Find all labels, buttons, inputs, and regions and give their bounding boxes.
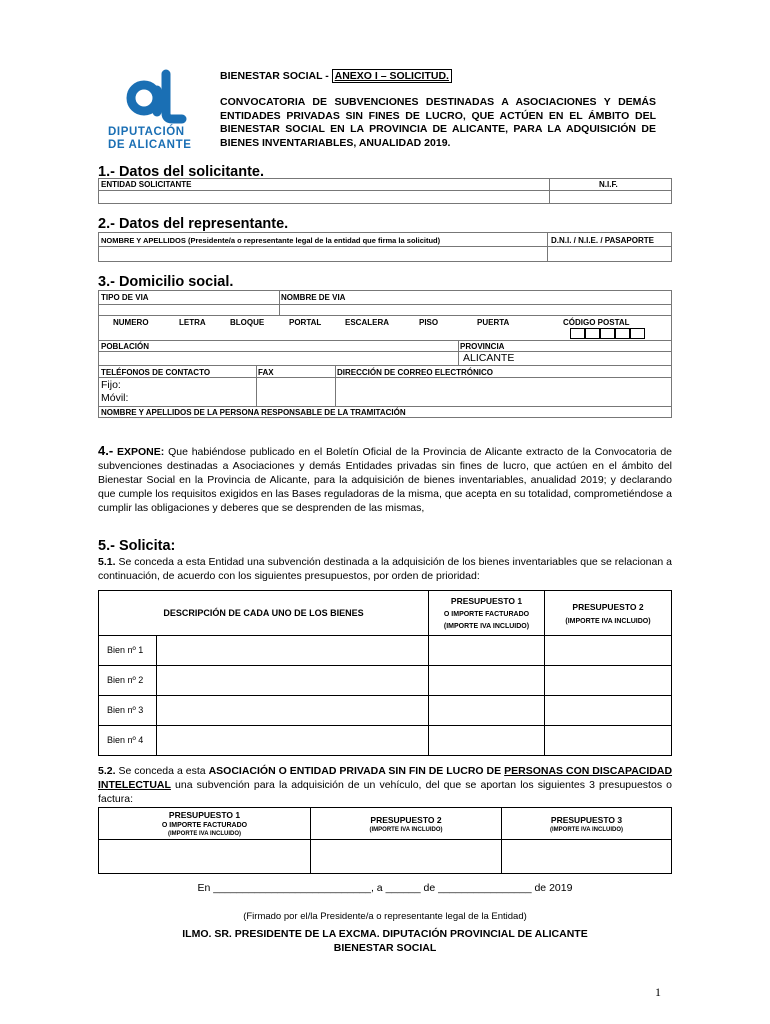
p52-number: 5.2. (98, 765, 116, 777)
p52-text-a: Se conceda a esta (118, 765, 206, 777)
bien-cell[interactable] (99, 666, 429, 696)
p1-cell[interactable] (429, 666, 545, 696)
piso-label: PISO (419, 318, 439, 327)
table-row (99, 696, 672, 726)
expone-number: 4.- (98, 443, 114, 458)
fijo-label: Fijo: (101, 379, 121, 391)
cp-digit-1[interactable] (570, 328, 585, 339)
nombre-representante-input[interactable] (100, 247, 546, 261)
tipo-via-label: TIPO DE VIA (101, 293, 149, 302)
t2-p2-sub: (IMPORTE IVA INCLUIDO) (369, 826, 443, 833)
bienes-table (98, 590, 672, 756)
p2-cell[interactable] (545, 726, 672, 756)
p52-text-b: ASOCIACIÓN O ENTIDAD PRIVADA SIN FIN DE LUCRO DE (208, 765, 502, 777)
presupuesto1-header (429, 591, 545, 636)
fax-label: FAX (258, 368, 274, 377)
t1-p1-sub1: O IMPORTE FACTURADO (443, 611, 530, 618)
email-input[interactable] (337, 378, 670, 406)
provincia-value[interactable]: ALICANTE (463, 352, 515, 364)
t2-p3-title: PRESUPUESTO 3 (550, 814, 623, 825)
table-row (99, 636, 672, 666)
p2-cell[interactable] (545, 666, 672, 696)
v-presupuesto1-header (99, 808, 311, 840)
document-header (220, 70, 656, 150)
tipo-via-input[interactable] (100, 305, 278, 315)
table-row (99, 666, 672, 696)
bien-label: Bien nº 3 (99, 696, 157, 725)
convocatoria-title: CONVOCATORIA DE SUBVENCIONES DESTINADAS A ASOCIACIONES Y DEMÁS ENTIDADES PRIVADAS SIN FINES DE LUCRO, QUE ACTÚEN EN EL ÁMBITO DEL BIENESTAR SOCIAL EN LA PROVINCIA DE ALICANTE, PARA LA ADQUISICIÓN DE BIENES INVENTARIABLES, ANUALIDAD 2019. (220, 96, 656, 149)
table-header-row (99, 591, 672, 636)
logo-text (108, 126, 208, 152)
domicilio-box (98, 290, 672, 418)
t1-p1-title: PRESUPUESTO 1 (450, 596, 523, 606)
vehiculo-table (98, 807, 672, 874)
solicita-51-paragraph (98, 555, 672, 583)
cp-digit-5[interactable] (630, 328, 645, 339)
escalera-label: ESCALERA (345, 318, 390, 327)
presupuesto2-header (545, 591, 672, 636)
section5-title: 5.- Solicita: (98, 538, 176, 554)
codigo-postal-label: CÓDIGO POSTAL (563, 318, 630, 327)
t2-p3-sub: (IMPORTE IVA INCLUIDO) (550, 826, 623, 833)
nombre-via-label: NOMBRE DE VIA (281, 293, 346, 302)
p2-cell[interactable] (545, 636, 672, 666)
bien-label: Bien nº 2 (99, 666, 157, 695)
bien-cell[interactable] (99, 696, 429, 726)
bien-cell[interactable] (99, 726, 429, 756)
section3-title: 3.- Domicilio social. (98, 274, 234, 290)
numero-label: NUMERO (113, 318, 149, 327)
responsable-label: NOMBRE Y APELLIDOS DE LA PERSONA RESPONSABLE DE LA TRAMITACIÓN (101, 408, 406, 417)
p1-cell[interactable] (429, 636, 545, 666)
bien-cell[interactable] (99, 636, 429, 666)
telefonos-label: TELÉFONOS DE CONTACTO (101, 368, 211, 377)
solicita-52-paragraph (98, 764, 672, 806)
t2-p2-title: PRESUPUESTO 2 (370, 814, 442, 825)
t2-p1-title: PRESUPUESTO 1 (168, 810, 241, 820)
entidad-input[interactable] (100, 191, 548, 203)
section2-title: 2.- Datos del representante. (98, 216, 289, 232)
movil-label: Móvil: (101, 392, 129, 404)
t2-p1-sub2: (IMPORTE IVA INCLUIDO) (168, 831, 241, 837)
expone-label: EXPONE: (116, 446, 165, 458)
poblacion-input[interactable] (100, 352, 457, 365)
expone-paragraph (98, 444, 672, 515)
dni-input[interactable] (549, 247, 670, 261)
table-header-row (99, 808, 672, 840)
addressee-dept: BIENESTAR SOCIAL (333, 942, 437, 954)
v-p1-cell[interactable] (99, 840, 311, 874)
nif-label: N.I.F. (599, 180, 618, 189)
cp-digit-2[interactable] (585, 328, 600, 339)
cp-digit-3[interactable] (600, 328, 615, 339)
puerta-label: PUERTA (477, 318, 510, 327)
desc-header: DESCRIPCIÓN DE CADA UNO DE LOS BIENES (99, 591, 429, 636)
v-presupuesto3-header (502, 808, 672, 840)
p1-cell[interactable] (429, 696, 545, 726)
t1-p2-title: PRESUPUESTO 2 (572, 601, 644, 612)
poblacion-label: POBLACIÓN (101, 342, 149, 351)
p52-text-c: PERSONAS CON DISCAPACIDAD INTELECTUAL (98, 765, 673, 791)
t1-p2-sub: (IMPORTE IVA INCLUIDO) (565, 617, 651, 625)
fax-input[interactable] (258, 378, 334, 406)
p52-text-d: una subvención para la adquisición de un vehículo, del que se aportan los siguientes 3 presupuestos o factura: (98, 779, 673, 805)
addressee: ILMO. SR. PRESIDENTE DE LA EXCMA. DIPUTACIÓN PROVINCIAL DE ALICANTE (182, 928, 588, 940)
bien-label: Bien nº 1 (99, 636, 157, 665)
firmado-note: (Firmado por el/la Presidente/a o representante legal de la Entidad) (243, 911, 527, 922)
solicitante-box (98, 178, 672, 204)
t2-p1-sub1: O IMPORTE FACTURADO (161, 822, 248, 829)
logo-line2: DE ALICANTE (108, 139, 192, 151)
table-row (99, 840, 672, 874)
p1-cell[interactable] (429, 726, 545, 756)
nombre-via-input[interactable] (281, 305, 669, 315)
table-row (99, 726, 672, 756)
p51-number: 5.1. (98, 556, 116, 568)
v-p2-cell[interactable] (311, 840, 502, 874)
page-number: 1 (655, 985, 661, 999)
p2-cell[interactable] (545, 696, 672, 726)
nombre-representante-label: NOMBRE Y APELLIDOS (Presidente/a o representante legal de la entidad que firma la solicitud) (101, 236, 441, 245)
date-line: En ___________________________, a ______ de ________________ de 2019 (197, 882, 573, 894)
v-p3-cell[interactable] (502, 840, 672, 874)
department: BIENESTAR SOCIAL - (220, 70, 329, 82)
annex-title: ANEXO I – SOLICITUD. (332, 69, 452, 83)
v-presupuesto2-header (311, 808, 502, 840)
cp-digit-4[interactable] (615, 328, 630, 339)
section1-title: 1.- Datos del solicitante. (98, 164, 264, 180)
provincia-label: PROVINCIA (460, 342, 505, 351)
logo-line1: DIPUTACIÓN (108, 126, 185, 138)
portal-label: PORTAL (289, 318, 322, 327)
bloque-label: BLOQUE (230, 318, 265, 327)
email-label: DIRECCIÓN DE CORREO ELECTRÓNICO (337, 368, 494, 377)
p51-text: Se conceda a esta Entidad una subvención destinada a la adquisición de los bienes inventariables que se relacionan a continuación, de acuerdo con los siguientes presupuestos, por orden de prioridad: (98, 556, 672, 582)
representante-box (98, 232, 672, 262)
expone-text: Que habiéndose publicado en el Boletín Oficial de la Provincia de Alicante extracto de la Convocatoria de subvenciones destinadas a Asociaciones y demás Entidades privadas sin fines de lucro, que actúen en el ámbito del Bienestar Social en la Provincia de Alicante, para la adquisición de bienes inventariables, anualidad 2019; y declarando que cumple los requisitos exigidos en las Bases reguladoras de la misma, que acepta en su totalidad, comprometiéndose a cumplir las obligaciones y deberes que se desprenden de las mismas, (98, 446, 672, 514)
dni-label: D.N.I. / N.I.E. / PASAPORTE (551, 236, 654, 245)
letra-label: LETRA (179, 318, 206, 327)
entidad-label: ENTIDAD SOLICITANTE (101, 180, 192, 189)
bien-label: Bien nº 4 (99, 726, 157, 755)
nif-input[interactable] (551, 191, 670, 203)
t1-p1-sub2: (IMPORTE IVA INCLUIDO) (443, 623, 530, 630)
